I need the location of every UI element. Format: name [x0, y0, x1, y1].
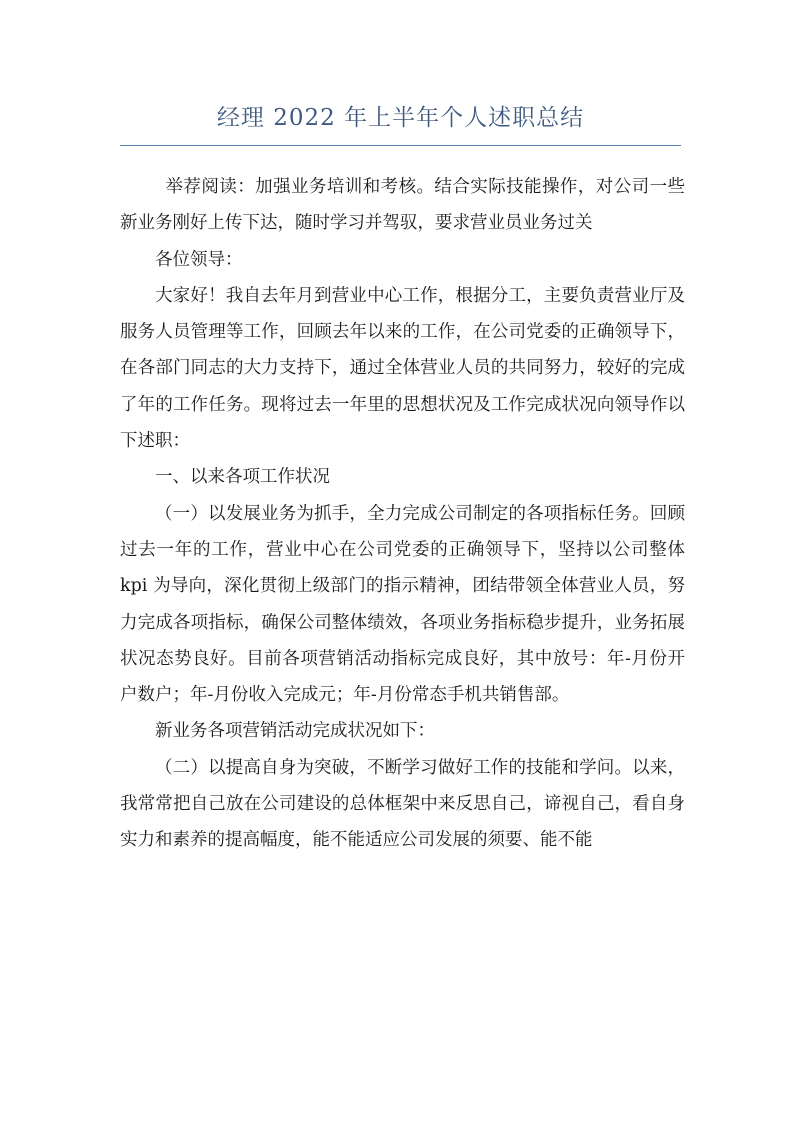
paragraph-salutation: 各位领导： [155, 249, 243, 270]
title-underline [120, 145, 681, 146]
document-title: 经理 2022 年上半年个人述职总结 [216, 105, 585, 131]
paragraph-new-business: 新业务各项营销活动完成状况如下： [155, 721, 435, 742]
paragraph-item-1: （一）以发展业务为抓手，全力完成公司制定的各项指标任务。回顾过去一年的工作，营业中心在公司党委的正确领导下，坚持以公司整体 kpi 为导向，深化贯彻上级部门的指示精神，团结带领全体营业人员，努力完成各项指标，确保公司整体绩效，各项业务指标稳步提升，业务拓展状况态势良好。目前各项营销活动指标完成良好，其中放号：年-月份开户数户；年-月份收入完成元；年-月份常态手机共销售部。 [120, 503, 685, 706]
paragraph-greeting: 大家好！我自去年月到营业中心工作，根据分工，主要负责营业厅及服务人员管理等工作，回顾去年以来的工作，在公司党委的正确领导下，在各部门同志的大力支持下，通过全体营业人员的共同努力，较好的完成了年的工作任务。现将过去一年里的思想状况及工作完成状况向领导作以下述职： [120, 285, 685, 452]
paragraph-item-2: （二）以提高自身为突破，不断学习做好工作的技能和学问。以来，我常常把自己放在公司建设的总体框架中来反思自己，谛视自己，看自身实力和素养的提高幅度，能不能适应公司发展的须要、能不能 [120, 757, 685, 851]
paragraph-recommended-reading: 举荐阅读：加强业务培训和考核。结合实际技能操作，对公司一些新业务刚好上传下达，随时学习并驾驭，要求营业员业务过关 [120, 177, 685, 234]
section-heading-1: 一、以来各项工作状况 [155, 467, 330, 488]
document-body [120, 169, 685, 859]
